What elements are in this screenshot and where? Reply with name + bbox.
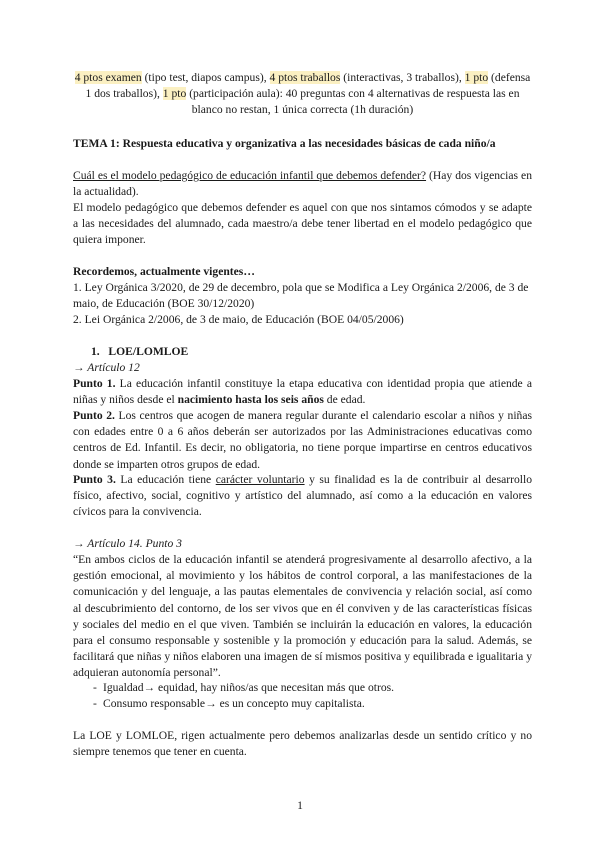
article-14-quote: “En ambos ciclos de la educación infantil se atenderá progresivamente al desarrollo afectivo, a la gestión emocional, al movimiento y los hábitos de control corporal, a las manifestaciones de la comunicación y del lenguaje, a las pautas elementales de convivencia y relación social, así como al descubrimiento del contorno, de los ser vivos que en él conviven y de las características físicas y sociales del medio en el que viven. También se incluirán la educación en valores, la educación para el consumo responsable y sostenible y la promoción y educación para la salud. Además, se facilitará que niñas y niños elaboren una imagen de sí mismos positiva y equilibrada e igualitaria y adquieran autonomía personal”. (73, 553, 532, 680)
defense-points-highlight: 1 pto (464, 71, 489, 84)
bullet-list (73, 680, 532, 712)
bullet-text: Consumo responsable→ es un concepto muy capitalista. (103, 697, 365, 711)
work-points-detail: (interactivas, 3 traballos), (340, 71, 465, 84)
grading-summary (73, 70, 532, 119)
pedagogical-question (73, 168, 532, 200)
participation-points-highlight: 1 pto (162, 87, 187, 101)
section-heading (73, 344, 550, 360)
question-answer: El modelo pedagógico que debemos defender es aquel con que nos sintamos cómodos y se adapte a las necesidades del alumnado, cada maestro/a debe tener libertad en el modelo pedagógico que quiera imponer. (73, 201, 532, 247)
bullet-text: Igualdad→ equidad, hay niños/as que necesitan más que otros. (103, 681, 395, 694)
question-text: Cuál es el modelo pedagógico de educación infantil que debemos defender? (73, 169, 427, 182)
work-points-highlight: 4 ptos traballos (269, 71, 341, 84)
section-number: 1. (91, 345, 100, 358)
defense-points-detail: (defensa 1 dos traballos), (85, 71, 531, 101)
page-number: 1 (297, 799, 303, 812)
participation-points-detail: (participación aula): 40 preguntas con 4 alternativas de respuesta las en blanco no restan, 1 única correcta (1h duración) (186, 87, 520, 117)
recordemos-title: Recordemos, actualmente vigentes… (73, 265, 255, 278)
punto-3-text: La educación tiene (115, 473, 216, 486)
punto-1-label: Punto 1. (73, 377, 116, 390)
exam-points-detail: (tipo test, diapos campus), (141, 71, 270, 84)
punto-3-label: Punto 3. (73, 473, 116, 486)
list-item (73, 696, 532, 712)
question-note: (Hay dos vigencias en la actualidad). (73, 169, 532, 199)
punto-3-underlined: carácter voluntario (215, 473, 305, 486)
punto-1-end: de edad. (323, 393, 366, 407)
punto-2-label: Punto 2. (73, 409, 115, 422)
punto-2 (73, 408, 532, 473)
tema-heading: TEMA 1: Respuesta educativa y organizativa a las necesidades básicas de cada niño/a (73, 137, 496, 150)
law-reference-1: 1. Ley Orgánica 3/2020, de 29 de decembro, pola que se Modifica a Ley Orgánica 2/2006, de 3 de maio, de Educación (BOE 30/12/2020) (73, 281, 529, 311)
article-12-label: → Artículo 12 (73, 361, 140, 374)
list-item (73, 680, 532, 696)
bullet-dash: - (93, 697, 97, 711)
article-14-label: → Artículo 14. Punto 3 (73, 537, 182, 550)
punto-3 (73, 472, 532, 521)
law-reference-2: 2. Lei Orgánica 2/2006, de 3 de maio, de Educación (BOE 04/05/2006) (73, 313, 404, 326)
section-title: LOE/LOMLOE (108, 345, 189, 358)
punto-2-text: Los centros que acogen de manera regular durante el calendario escolar a niños y niñas con edades entre 0 a 6 años deberán ser autorizados por las Administraciones educativas como centros de Ed. Infantil. Es decir, no obligatoria, no tiene porque impartirse en centros educativos donde se imparten otros grupos de edad. (73, 409, 532, 471)
exam-points-highlight: 4 ptos examen (74, 71, 142, 84)
punto-3-end: y su finalidad es la de contribuir al desarrollo físico, afectivo, social, cognitivo y artístico del alumnado, así como a la educación en valores cívicos para la convivencia. (73, 473, 532, 519)
punto-1-text: La educación infantil constituye la etapa educativa con identidad propia que atiende a niñas y niños desde el (73, 377, 533, 407)
closing-paragraph: La LOE y LOMLOE, rigen actualmente pero debemos analizarlas desde un sentido crítico y no siempre tenemos que tener en cuenta. (73, 729, 532, 759)
punto-1 (73, 376, 532, 408)
punto-1-emphasis: nacimiento hasta los seis años (177, 393, 324, 407)
bullet-dash: - (93, 681, 97, 694)
